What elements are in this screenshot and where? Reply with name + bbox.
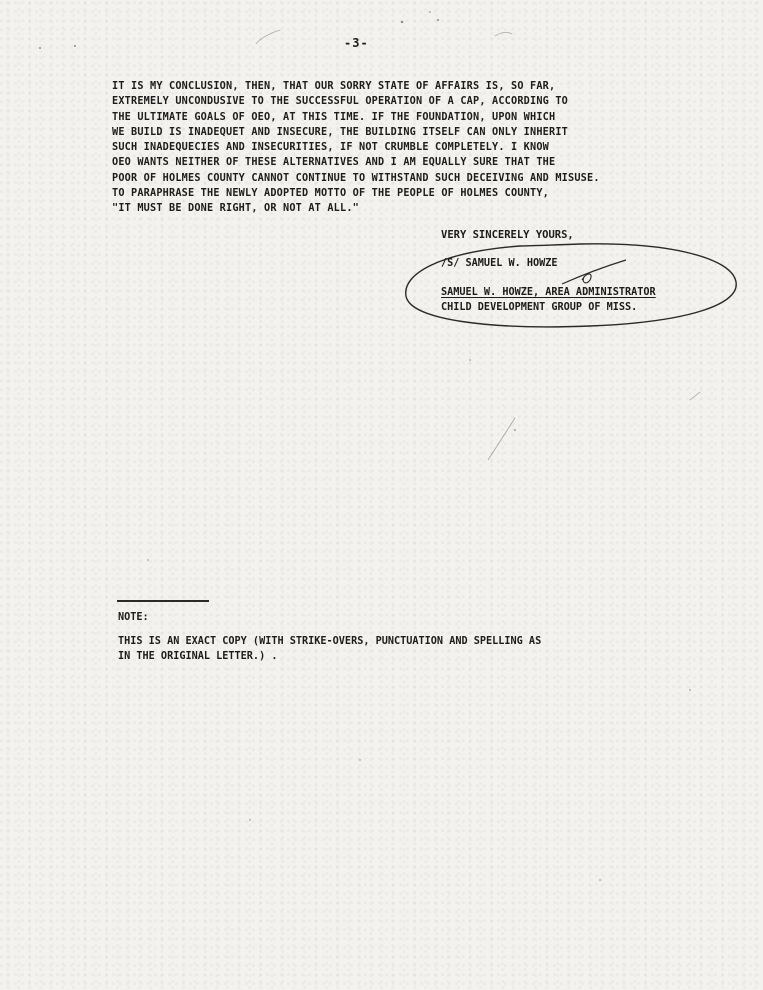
body-line: THE ULTIMATE GOALS OF OEO, AT THIS TIME. IF THE FOUNDATION, UPON WHICH — [112, 111, 556, 123]
body-line: "IT MUST BE DONE RIGHT, OR NOT AT ALL." — [112, 203, 360, 215]
body-line: OEO WANTS NEITHER OF THESE ALTERNATIVES AND I AM EQUALLY SURE THAT THE — [112, 157, 556, 169]
note-divider — [117, 600, 209, 602]
organization-name: CHILD DEVELOPMENT GROUP OF MISS. — [441, 302, 638, 313]
page-number: -3- — [344, 36, 369, 50]
body-line: SUCH INADEQUECIES AND INSECURITIES, IF NOT CRUMBLE COMPLETELY. I KNOW — [112, 142, 550, 154]
body-line: EXTREMELY UNCONDUSIVE TO THE SUCCESSFUL OPERATION OF A CAP, ACCORDING TO — [112, 96, 569, 108]
body-line: TO PARAPHRASE THE NEWLY ADOPTED MOTTO OF THE PEOPLE OF HOLMES COUNTY, — [112, 188, 550, 200]
body-line: POOR OF HOLMES COUNTY CANNOT CONTINUE TO WITHSTAND SUCH DECEIVING AND MISUSE. — [112, 172, 600, 184]
body-line: IT IS MY CONCLUSION, THEN, THAT OUR SORRY STATE OF AFFAIRS IS, SO FAR, — [112, 81, 556, 92]
closing-salutation: VERY SINCERELY YOURS, — [441, 229, 574, 241]
letter-body — [112, 79, 672, 217]
typed-name-title: SAMUEL W. HOWZE, AREA ADMINISTRATOR — [441, 287, 656, 298]
body-line: WE BUILD IS INADEQUET AND INSECURE, THE BUILDING ITSELF CAN ONLY INHERIT — [112, 126, 569, 138]
note-line: THIS IS AN EXACT COPY (WITH STRIKE-OVERS, PUNCTUATION AND SPELLING AS — [118, 636, 542, 647]
note-heading: NOTE: — [118, 612, 149, 623]
signature-flourish-icon — [560, 258, 630, 288]
note-line: IN THE ORIGINAL LETTER.) . — [118, 651, 278, 663]
signature-line: /S/ SAMUEL W. HOWZE — [441, 258, 558, 269]
note-text — [118, 634, 678, 665]
